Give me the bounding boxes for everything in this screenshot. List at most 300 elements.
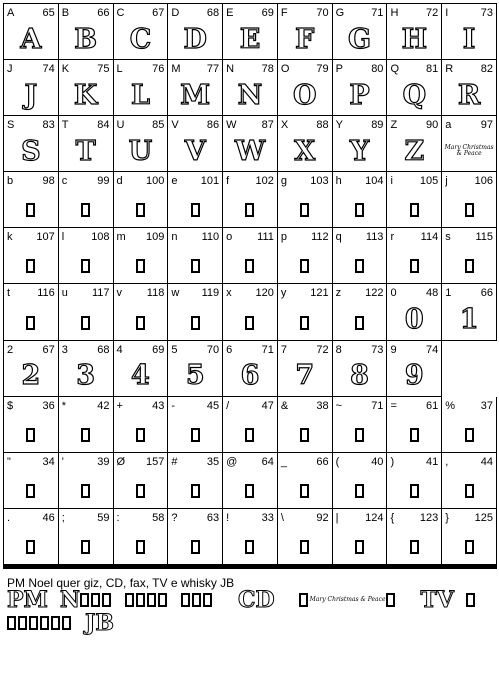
glyph-code: 78: [261, 63, 274, 76]
glyph-char: g: [280, 175, 287, 188]
glyph-code: 70: [316, 7, 329, 19]
glyph-code: 33: [261, 511, 274, 524]
glyph-cell: [387, 4, 442, 60]
glyph-cell: [168, 116, 223, 172]
glyph-char: ': [61, 455, 64, 468]
glyph-cell: [114, 568, 169, 569]
glyph-char: O: [280, 63, 290, 76]
decorative-glyph: [4, 133, 58, 169]
glyph-cell: [278, 341, 333, 397]
missing-glyph: [333, 526, 387, 562]
glyph-label: [390, 63, 438, 75]
glyph-char: i: [390, 175, 393, 188]
glyph-char: Ø: [116, 455, 126, 468]
glyph-char: h: [335, 175, 342, 188]
glyph-code: 63: [206, 511, 220, 524]
glyph-label: [226, 400, 274, 412]
glyph-code: 34: [42, 455, 55, 468]
missing-glyph: [278, 526, 332, 562]
glyph-char: S: [7, 119, 15, 132]
glyph-label: [281, 456, 329, 468]
glyph-label: [117, 231, 165, 243]
glyph-code: 117: [92, 287, 110, 300]
glyph-code: 69: [261, 7, 274, 19]
missing-glyph: [168, 189, 222, 225]
glyph-cell: [4, 228, 59, 284]
missing-glyph-box: [245, 484, 254, 498]
glyph-label: [171, 400, 219, 412]
glyph-label: [117, 175, 165, 187]
glyph-cell: [114, 341, 169, 397]
glyph-label: [336, 175, 384, 187]
glyph-label: [390, 456, 438, 468]
glyph-code: 105: [419, 175, 439, 188]
missing-glyph: [4, 189, 58, 225]
glyph-char: M: [171, 63, 181, 76]
glyph-code: 115: [475, 231, 493, 244]
glyph-cell: [168, 568, 223, 569]
sample-glyph-cd: CD: [238, 587, 275, 613]
decorative-glyph-char: U: [128, 135, 153, 167]
glyph-cell: [168, 228, 223, 284]
glyph-cell: [387, 172, 442, 228]
missing-glyph: [223, 301, 277, 337]
missing-glyph-box: [203, 593, 212, 607]
decorative-glyph: [387, 21, 441, 57]
missing-glyph: [333, 414, 387, 450]
glyph-cell: [4, 284, 59, 340]
glyph-code: 77: [206, 63, 220, 76]
glyph-char: A: [7, 7, 15, 19]
missing-glyph-box: [81, 316, 90, 330]
decorative-glyph-char: 8: [350, 360, 369, 392]
glyph-code: 47: [261, 399, 274, 412]
missing-glyph: [168, 470, 222, 506]
glyph-char: z: [335, 287, 342, 300]
missing-glyph: [442, 470, 496, 506]
missing-glyph: [114, 526, 168, 562]
glyph-label: [445, 7, 493, 19]
glyph-cell: [4, 453, 59, 509]
decorative-glyph: [387, 133, 441, 169]
glyph-char: q: [335, 231, 342, 244]
glyph-code: 121: [310, 287, 329, 300]
glyph-cell: [278, 60, 333, 116]
glyph-char: .: [7, 511, 11, 524]
glyph-cell: [223, 4, 278, 60]
glyph-cell: [442, 509, 497, 565]
missing-glyph-box: [136, 540, 145, 554]
glyph-char: e: [171, 175, 178, 188]
glyph-label: [117, 119, 165, 131]
glyph-label: [62, 344, 110, 356]
glyph-code: 69: [152, 343, 165, 356]
missing-glyph-box: [26, 484, 35, 498]
decorative-glyph: [278, 21, 332, 57]
glyph-label: [117, 456, 165, 468]
glyph-code: 74: [425, 343, 439, 356]
sample-glyph-tv: TV: [420, 587, 454, 613]
glyph-code: 103: [310, 175, 329, 188]
missing-glyph-box: [136, 259, 145, 273]
glyph-label: [336, 512, 384, 524]
glyph-label: [117, 287, 165, 299]
decorative-glyph-char: K: [73, 79, 98, 111]
glyph-cell: [168, 172, 223, 228]
decorative-glyph: [278, 133, 332, 169]
glyph-cell: [387, 453, 442, 509]
glyph-code: 66: [480, 287, 493, 300]
glyph-code: 73: [480, 7, 493, 19]
glyph-label: [336, 231, 384, 243]
decorative-glyph: [333, 21, 387, 57]
glyph-label: [390, 400, 438, 412]
missing-glyph-box: [136, 203, 145, 217]
missing-glyph-box: [355, 428, 364, 442]
glyph-cell: [168, 60, 223, 116]
decorative-glyph: [333, 358, 387, 394]
decorative-glyph-char: 5: [185, 360, 205, 392]
glyph-code: 120: [255, 287, 274, 300]
glyph-char: !: [226, 511, 230, 524]
glyph-cell: [59, 4, 114, 60]
glyph-code: 89: [371, 119, 384, 132]
missing-glyph: [387, 245, 441, 281]
glyph-char: T: [61, 119, 69, 132]
missing-glyph: [4, 526, 58, 562]
glyph-code: 58: [152, 511, 165, 524]
glyph-label: [336, 456, 384, 468]
glyph-cell: [59, 341, 114, 397]
glyph-cell: [333, 4, 388, 60]
glyph-code: 42: [97, 399, 110, 412]
decorative-glyph-char: V: [184, 135, 206, 167]
glyph-cell: [4, 341, 59, 397]
glyph-cell: [59, 453, 114, 509]
missing-glyph-box: [26, 428, 35, 442]
missing-glyph-box: [355, 316, 364, 330]
glyph-label: [171, 512, 219, 524]
glyph-cell: [168, 453, 223, 509]
missing-glyph-box: [136, 428, 145, 442]
missing-glyph-box: [26, 203, 35, 217]
missing-glyph: [114, 414, 168, 450]
decorative-glyph: [4, 358, 58, 394]
glyph-cell: [442, 397, 497, 453]
glyph-label: [281, 512, 329, 524]
glyph-code: 99: [97, 175, 110, 188]
glyph-code: 71: [261, 343, 274, 356]
glyph-char: P: [335, 63, 343, 76]
missing-glyph-box: [158, 593, 167, 607]
glyph-code: 109: [145, 231, 165, 244]
glyph-code: 66: [97, 7, 110, 19]
decorative-glyph: [278, 358, 332, 394]
missing-glyph-box: [29, 616, 38, 630]
glyph-cell: [4, 4, 59, 60]
glyph-label: [171, 231, 219, 243]
glyph-label: [281, 231, 329, 243]
glyph-cell: [223, 284, 278, 340]
glyph-code: 84: [97, 119, 110, 132]
glyph-label: [117, 512, 165, 524]
glyph-char: D: [171, 7, 180, 19]
glyph-char: v: [116, 287, 123, 300]
glyph-label: [171, 175, 219, 187]
missing-glyph-box: [26, 540, 35, 554]
decorative-glyph-char: C: [129, 23, 152, 55]
glyph-cell: [333, 116, 388, 172]
glyph-char: j: [445, 175, 448, 188]
glyph-code: 59: [97, 511, 110, 524]
glyph-char: Q: [390, 63, 399, 76]
decorative-glyph-char: W: [234, 135, 266, 167]
glyph-char: c: [61, 175, 68, 188]
decorative-glyph: [333, 133, 387, 169]
missing-glyph: [333, 301, 387, 337]
glyph-code: 74: [42, 63, 55, 76]
decorative-glyph: [223, 133, 277, 169]
glyph-char: Z: [390, 119, 398, 132]
decorative-glyph: [442, 301, 496, 337]
glyph-label: [390, 231, 438, 243]
glyph-char: =: [390, 399, 397, 412]
decorative-glyph-char: 9: [404, 360, 424, 392]
missing-glyph-box: [410, 259, 419, 273]
glyph-cell: [333, 509, 388, 565]
decorative-glyph: [59, 133, 113, 169]
glyph-char: U: [116, 119, 125, 132]
glyph-cell: [333, 453, 388, 509]
missing-glyph-box: [299, 593, 308, 607]
glyph-cell: [387, 284, 442, 340]
glyph-char: ": [7, 455, 11, 468]
decorative-glyph-char: Q: [402, 79, 427, 111]
glyph-code: 104: [365, 175, 384, 188]
glyph-code: 36: [42, 399, 55, 412]
decorative-glyph-char: T: [75, 135, 96, 167]
glyph-code: 41: [425, 455, 439, 468]
missing-glyph: [278, 189, 332, 225]
decorative-glyph: [114, 133, 168, 169]
decorative-glyph-char: J: [24, 79, 38, 111]
glyph-code: 37: [480, 399, 493, 412]
glyph-cell: [223, 341, 278, 397]
glyph-char: }: [445, 511, 449, 524]
decorative-glyph-char: 6: [240, 360, 260, 392]
glyph-char: u: [61, 287, 68, 300]
missing-glyph: [333, 189, 387, 225]
glyph-char: ~: [335, 399, 343, 412]
glyph-cell: [333, 568, 388, 569]
decorative-glyph: [114, 21, 168, 57]
missing-glyph: [442, 245, 496, 281]
tiny-glyph: [442, 133, 496, 169]
glyph-cell: [278, 284, 333, 340]
glyph-label: [7, 231, 55, 243]
missing-glyph: [333, 470, 387, 506]
glyph-cell: [278, 509, 333, 565]
glyph-cell: [114, 228, 169, 284]
decorative-glyph-char: 2: [21, 360, 41, 392]
decorative-glyph: [442, 77, 496, 113]
glyph-char: \: [280, 511, 284, 524]
missing-glyph: [114, 301, 168, 337]
glyph-label: [445, 287, 493, 299]
decorative-glyph: [223, 77, 277, 113]
missing-glyph: [59, 414, 113, 450]
glyph-code: 79: [316, 63, 329, 76]
glyph-cell: [278, 116, 333, 172]
glyph-cell: [168, 341, 223, 397]
glyph-code: 118: [146, 287, 165, 300]
glyph-label: [62, 7, 110, 19]
missing-glyph: [114, 189, 168, 225]
glyph-label: [7, 63, 55, 75]
glyph-label: [390, 512, 438, 524]
missing-glyph-box: [136, 593, 145, 607]
glyph-cell: [223, 172, 278, 228]
glyph-char: t: [7, 287, 11, 300]
missing-glyph-box: [245, 428, 254, 442]
missing-glyph-box: [465, 484, 474, 498]
decorative-glyph: [114, 358, 168, 394]
glyph-char: F: [280, 7, 288, 19]
glyph-label: [281, 119, 329, 131]
decorative-glyph-char: R: [457, 79, 481, 111]
glyph-char: |: [335, 511, 339, 524]
glyph-label: [226, 231, 274, 243]
sample-glyph-pm: PM: [7, 587, 48, 613]
glyph-code: 46: [42, 511, 55, 524]
decorative-glyph-char: 7: [295, 360, 315, 392]
missing-glyph-box: [191, 316, 200, 330]
sample-glyph-n: N: [59, 587, 81, 613]
glyph-label: [281, 63, 329, 75]
glyph-cell: [442, 172, 497, 228]
missing-glyph: [168, 301, 222, 337]
glyph-label: [62, 63, 110, 75]
missing-glyph-box: [81, 428, 90, 442]
missing-glyph-box: [81, 259, 90, 273]
glyph-char: C: [116, 7, 125, 19]
glyph-label: [226, 7, 274, 19]
glyph-cell: [387, 397, 442, 453]
missing-glyph-box: [465, 540, 474, 554]
missing-glyph-box: [102, 593, 111, 607]
glyph-char: 0: [390, 287, 397, 300]
missing-glyph-box: [91, 593, 100, 607]
missing-glyph: [223, 526, 277, 562]
glyph-label: [7, 175, 55, 187]
glyph-code: 113: [365, 231, 384, 244]
glyph-char: #: [171, 455, 178, 468]
glyph-label: [336, 344, 384, 356]
glyph-char: o: [226, 231, 233, 244]
decorative-glyph-char: B: [74, 23, 98, 55]
glyph-cell: [59, 284, 114, 340]
glyph-char: ): [390, 455, 395, 468]
glyph-label: [171, 63, 219, 75]
glyph-char: 8: [335, 343, 342, 356]
glyph-label: [336, 287, 384, 299]
missing-glyph-box: [191, 540, 200, 554]
glyph-cell: [442, 228, 497, 284]
missing-glyph-box: [300, 203, 309, 217]
glyph-cell: [333, 172, 388, 228]
glyph-cell: [442, 341, 497, 397]
missing-glyph-box: [465, 203, 474, 217]
glyph-label: [226, 175, 274, 187]
decorative-glyph: [4, 77, 58, 113]
glyph-cell: [223, 568, 278, 569]
decorative-glyph-char: 0: [404, 304, 424, 336]
missing-glyph-box: [355, 540, 364, 554]
glyph-cell: [4, 116, 59, 172]
glyph-char: R: [445, 63, 454, 76]
glyph-cell: [223, 116, 278, 172]
glyph-cell: [114, 172, 169, 228]
glyph-label: [62, 175, 110, 187]
glyph-code: 123: [419, 511, 439, 524]
glyph-cell: [387, 568, 442, 569]
missing-glyph-box: [386, 593, 395, 607]
glyph-cell: [59, 116, 114, 172]
glyph-code: 101: [200, 175, 220, 188]
glyph-cell: [278, 453, 333, 509]
glyph-label: [7, 512, 55, 524]
glyph-code: 72: [316, 343, 329, 356]
decorative-glyph-char: N: [237, 79, 263, 111]
glyph-code: 102: [255, 175, 274, 188]
glyph-code: 68: [206, 7, 220, 19]
glyph-cell: [114, 60, 169, 116]
glyph-code: 107: [36, 231, 55, 244]
glyph-cell: [223, 397, 278, 453]
missing-glyph: [168, 526, 222, 562]
glyph-char: r: [390, 231, 395, 244]
missing-glyph-box: [18, 616, 27, 630]
glyph-cell: [442, 60, 497, 116]
missing-glyph-box: [300, 316, 309, 330]
glyph-code: 92: [316, 511, 329, 524]
missing-glyph: [442, 414, 496, 450]
decorative-glyph: [223, 21, 277, 57]
glyph-label: [390, 7, 438, 19]
glyph-cell: [223, 453, 278, 509]
decorative-glyph: [59, 21, 113, 57]
missing-glyph: [114, 245, 168, 281]
glyph-label: [445, 63, 493, 75]
glyph-label: [62, 512, 110, 524]
missing-glyph: [59, 526, 113, 562]
glyph-code: 86: [206, 119, 220, 132]
glyph-code: 61: [425, 399, 439, 412]
missing-glyph-box: [300, 484, 309, 498]
decorative-glyph: [59, 358, 113, 394]
decorative-glyph-char: I: [462, 23, 476, 55]
missing-glyph-box: [191, 484, 200, 498]
glyph-cell: [168, 4, 223, 60]
missing-glyph-box: [466, 593, 475, 607]
glyph-code: 124: [365, 511, 384, 524]
glyph-char: d: [116, 175, 123, 188]
glyph-label: [226, 344, 274, 356]
missing-glyph-box: [245, 259, 254, 273]
decorative-glyph-char: X: [294, 135, 316, 167]
glyph-cell: [442, 116, 497, 172]
decorative-glyph-char: H: [401, 23, 428, 55]
